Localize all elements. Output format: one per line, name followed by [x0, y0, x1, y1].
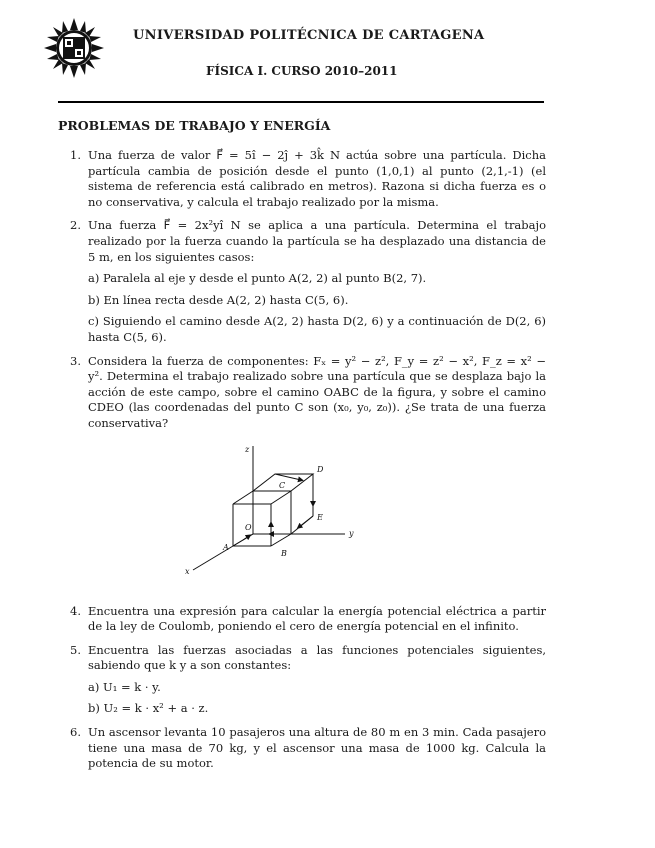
problem-item: b) En línea recta desde A(2, 2) hasta C(5, 6). — [88, 292, 349, 307]
problem-3 — [58, 354, 546, 592]
problem-5 — [58, 643, 546, 717]
problem-text: Encuentra una expresión para calcular la energía potencial eléctrica a partir de la ley de Coulomb, poniendo el cero de energía potencial en el infinito. — [88, 603, 546, 634]
problem-number: 1. — [70, 148, 81, 162]
label-x: x — [185, 566, 190, 576]
problem-text: Considera la fuerza de componentes: Fₓ = y² − z², F_y = z² − x², F_z = x² − y². Determina el trabajo realizado sobre una partícula que se desplaza bajo la acción de este campo, sobre el camino OABC de la figura, y sobre el camino CDEO (las coordenadas del punto C son (x₀, y₀, z₀)). ¿Se trata de una fuerza conservativa? — [88, 353, 546, 430]
label-y: y — [349, 528, 354, 538]
label-e: E — [317, 512, 323, 522]
problem-number: 4. — [70, 603, 81, 618]
problem-1 — [58, 148, 546, 210]
course-title: FÍSICA I. CURSO 2010–2011 — [206, 64, 398, 78]
problem-text: Una fuerza F⃗ = 2x²yî N se aplica a una partícula. Determina el trabajo realizado por la fuerza cuando la partícula se ha desplazado una distancia de 5 m, en los siguientes casos: — [88, 218, 546, 264]
section-title: PROBLEMAS DE TRABAJO Y ENERGÍA — [58, 118, 331, 133]
problem-text: Un ascensor levanta 10 pasajeros una altura de 80 m en 3 min. Cada pasajero tiene una masa de 70 kg, y el ascensor una masa de 1000 kg. Calcula la potencia de su motor. — [88, 725, 546, 771]
problem-2 — [58, 218, 546, 345]
problem-text: Encuentra las fuerzas asociadas a las funciones potenciales siguientes, sabiendo que k y a son constantes: — [88, 642, 546, 673]
label-o: O — [245, 522, 252, 532]
problem-number: 5. — [70, 642, 81, 657]
problem-number: 3. — [70, 353, 81, 368]
label-z: z — [245, 444, 250, 454]
university-logo — [44, 18, 104, 78]
header-divider — [58, 101, 544, 103]
university-name: UNIVERSIDAD POLITÉCNICA DE CARTAGENA — [133, 28, 485, 43]
problem-text: Una fuerza de valor F⃗ = 5î − 2ĵ + 3k̂ N actúa sobre una partícula. Dicha partícula cambia de posición desde el punto (1,0,1) al punto (2,1,-1) (el sistema de referencia está calibrado en metros). Razona si dicha fuerza es o no conservativa, y calcula el trabajo realizado por la misma. — [88, 148, 546, 209]
problem-item: a) U₁ = k · y. — [88, 679, 161, 694]
label-c: C — [279, 480, 286, 490]
problem-item: a) Paralela al eje y desde el punto A(2, 2) al punto B(2, 7). — [88, 271, 427, 286]
problem-list — [58, 148, 546, 780]
problem-number: 2. — [70, 218, 81, 233]
problem-4 — [58, 604, 546, 635]
label-b: B — [281, 548, 287, 558]
problem-item: c) Siguiendo el camino desde A(2, 2) hasta D(2, 6) y a continuación de D(2, 6) hasta C(5, 6). — [88, 314, 546, 344]
path-diagram — [183, 442, 383, 592]
problem-6 — [58, 725, 546, 772]
problem-number: 6. — [70, 725, 81, 740]
problem-item: b) U₂ = k · x² + a · z. — [88, 701, 209, 716]
label-d: D — [317, 464, 324, 474]
label-a: A — [223, 542, 229, 552]
